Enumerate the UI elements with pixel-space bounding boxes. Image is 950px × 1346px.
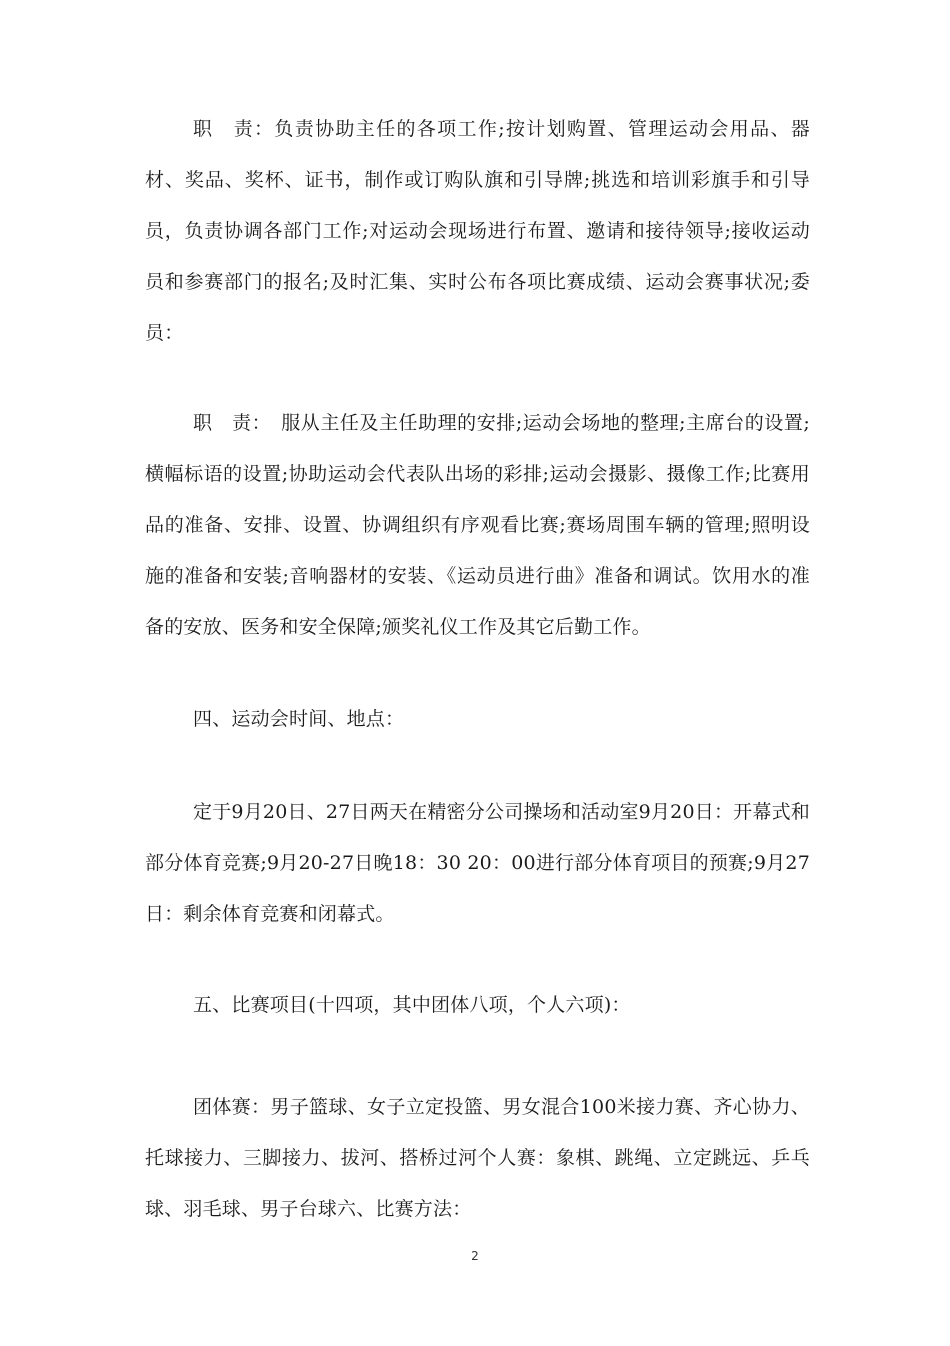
paragraph-event-list: 团体赛：男子篮球、女子立定投篮、男女混合100米接力赛、齐心协力、托球接力、三脚接力、拔河、搭桥过河个人赛：象棋、跳绳、立定跳远、乒乓球、羽毛球、男子台球六、比赛方法： [145,1096,810,1220]
section-heading-events: 五、比赛项目(十四项，其中团体八项，个人六项)： [193,994,631,1016]
paragraph-duties-members: 职 责： 服从主任及主任助理的安排;运动会场地的整理;主席台的设置;横幅标语的设置;协助运动会代表队出场的彩排;运动会摄影、摄像工作;比赛用品的准备、安排、设置、协调组织有序观看比赛;赛场周围车辆的管理;照明设施的准备和安装;音响器材的安装、《运动员进行曲》准备和调试。饮用水的准备的安放、医务和安全保障;颁奖礼仪工作及其它后勤工作。 [145,412,810,638]
section-heading-time-place: 四、运动会时间、地点： [193,708,405,730]
paragraph-schedule: 定于9月20日、27日两天在精密分公司操场和活动室9月20日：开幕式和部分体育竞赛;9月20-27日晚18：30 20：00进行部分体育项目的预赛;9月27日：剩余体育竞赛和闭幕式。 [145,801,810,925]
page-number: 2 [471,1249,479,1263]
paragraph-duties-assistant: 职 责：负责协助主任的各项工作;按计划购置、管理运动会用品、器材、奖品、奖杯、证书，制作或订购队旗和引导牌;挑选和培训彩旗手和引导员，负责协调各部门工作;对运动会现场进行布置、邀请和接待领导;接收运动员和参赛部门的报名;及时汇集、实时公布各项比赛成绩、运动会赛事状况;委 员： [145,118,830,344]
